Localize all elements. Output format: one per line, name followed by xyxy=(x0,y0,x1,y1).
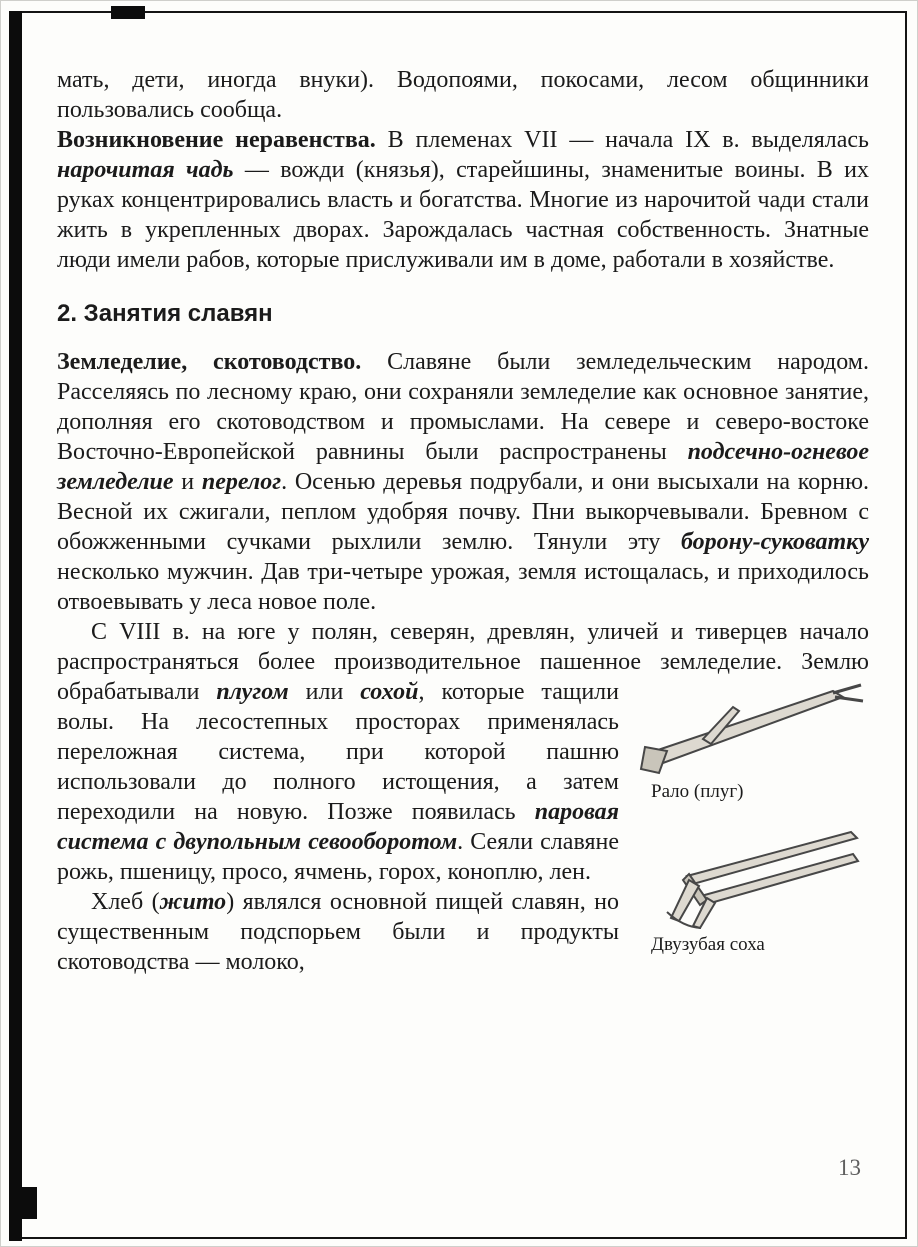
ralo-caption: Рало (плуг) xyxy=(651,781,744,802)
scan-artifact-top xyxy=(111,6,145,19)
run-in-heading: Возникновение неравенства. xyxy=(57,127,376,153)
paragraph-text: или xyxy=(288,679,361,705)
paragraph-text: ) являлся основной пищей славян, но существенным подспорьем были и продукты скотоводства — молоко, xyxy=(57,889,619,975)
term-italic: сохой xyxy=(360,679,419,705)
term-italic: паровая система с двупольным севооборотом xyxy=(57,799,619,855)
term-italic: жито xyxy=(159,889,227,915)
paragraph-text: и xyxy=(173,469,202,495)
term-italic: подсечно-огневое земледелие xyxy=(57,439,869,495)
paragraph-commune xyxy=(57,65,869,125)
section-heading: 2. Занятия славян xyxy=(57,300,273,327)
sokha-figure xyxy=(637,824,869,957)
paragraph-text: . Сеяли славяне рожь, пшеницу, просо, ячмень, горох, коноплю, лен. xyxy=(57,829,619,885)
ralo-figure xyxy=(637,681,869,804)
sokha-caption: Двузубая соха xyxy=(651,934,765,955)
paragraph-text: мать, дети, иногда внуки). Водопоями, покосами, лесом общинники пользовались сообща. xyxy=(57,67,869,123)
scan-gutter-bar xyxy=(9,11,22,1241)
term-italic: нарочитая чадь xyxy=(57,157,234,183)
paragraph-text: Хлеб ( xyxy=(91,889,160,915)
paragraph-text: . Осенью деревья подрубали, и они высыхали на корню. Весной их сжигали, пеплом удобряя почву. Пни выкорчевывали. Бревном с обожженными сучками рыхлили землю. Тянули эту xyxy=(57,469,870,555)
term-italic: борону-суковатку xyxy=(680,529,869,555)
paragraph-inequality xyxy=(57,125,869,275)
term-italic: плугом xyxy=(216,679,289,705)
paragraph-text: несколько мужчин. Дав три-четыре урожая, земля истощалась, и приходилось отвоевывать у леса новое поле. xyxy=(57,559,869,615)
page-number: 13 xyxy=(838,1155,861,1180)
figures-column xyxy=(637,681,869,965)
paragraph-text: В племенах VII — начала IX в. выделялась xyxy=(375,127,869,153)
paragraph-text: Славяне были земледельческим народом. Расселяясь по лесному краю, они сохраняли земледелие как основное занятие, дополняя его скотоводством и промыслами. На севере и северо-востоке Восточно-Европейской равнины были распространены xyxy=(57,349,869,465)
term-italic: перелог xyxy=(201,469,282,495)
sokha-illustration xyxy=(637,824,867,929)
paragraph-text: С VIII в. на юге у полян, северян, древлян, уличей и тиверцев начало распространяться более производительное пашенное земледелие. Землю обрабатывали xyxy=(57,619,869,705)
scan-artifact-bottom xyxy=(9,1187,37,1219)
paragraph-text: , которые тащили волы. На лесостепных просторах применялась переложная система, при которой пашню использовали до полного истощения, а затем переходили на новую. Позже появилась xyxy=(57,679,619,825)
paragraph-agriculture xyxy=(57,347,869,617)
run-in-heading: Земледелие, скотоводство. xyxy=(57,349,362,375)
page-content xyxy=(57,65,869,977)
paragraph-text: — вожди (князья), старейшины, знаменитые воины. В их руках концентрировались власть и богатства. Многие из нарочитой чади стали жить в укрепленных дворах. Зарождалась частная собственность. Знатные люди имели рабов, которые прислуживали им в доме, работали в хозяйстве. xyxy=(57,157,869,273)
ralo-plow-illustration xyxy=(637,681,867,776)
